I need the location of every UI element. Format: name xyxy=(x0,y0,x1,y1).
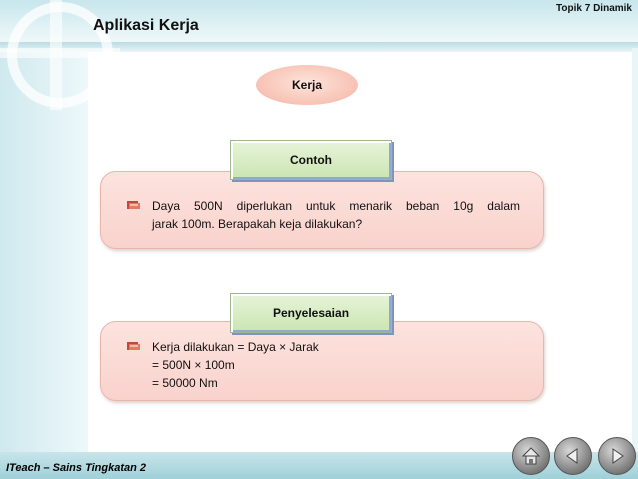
bullet-icon xyxy=(127,200,140,210)
example-tag xyxy=(230,140,392,180)
back-button[interactable] xyxy=(554,437,592,475)
solution-tag-label: Penyelesaian xyxy=(272,306,350,320)
solution-line-1: Kerja dilakukan = Daya × Jarak xyxy=(152,340,319,354)
home-icon xyxy=(520,445,542,467)
footer-label: ITeach – Sains Tingkatan 2 xyxy=(6,462,146,474)
triangle-right-icon xyxy=(606,445,628,467)
example-line-1: Daya 500N diperlukan untuk menarik beban 10g dalam xyxy=(152,199,520,213)
kerja-node xyxy=(256,65,358,105)
kerja-label: Kerja xyxy=(291,78,323,92)
bullet-icon xyxy=(127,341,140,351)
example-tag-label: Contoh xyxy=(290,153,332,167)
next-button[interactable] xyxy=(598,437,636,475)
solution-tag xyxy=(230,293,392,333)
solution-line-2: = 500N × 100m xyxy=(152,358,235,372)
example-line-2: jarak 100m. Berapakah keja dilakukan? xyxy=(152,217,363,231)
triangle-left-icon xyxy=(562,445,584,467)
topic-label: Topik 7 Dinamik xyxy=(556,3,632,14)
right-decor-strip xyxy=(632,48,638,453)
home-button[interactable] xyxy=(512,437,550,475)
page-title: Aplikasi Kerja xyxy=(93,17,199,34)
solution-line-3: = 50000 Nm xyxy=(152,376,218,390)
